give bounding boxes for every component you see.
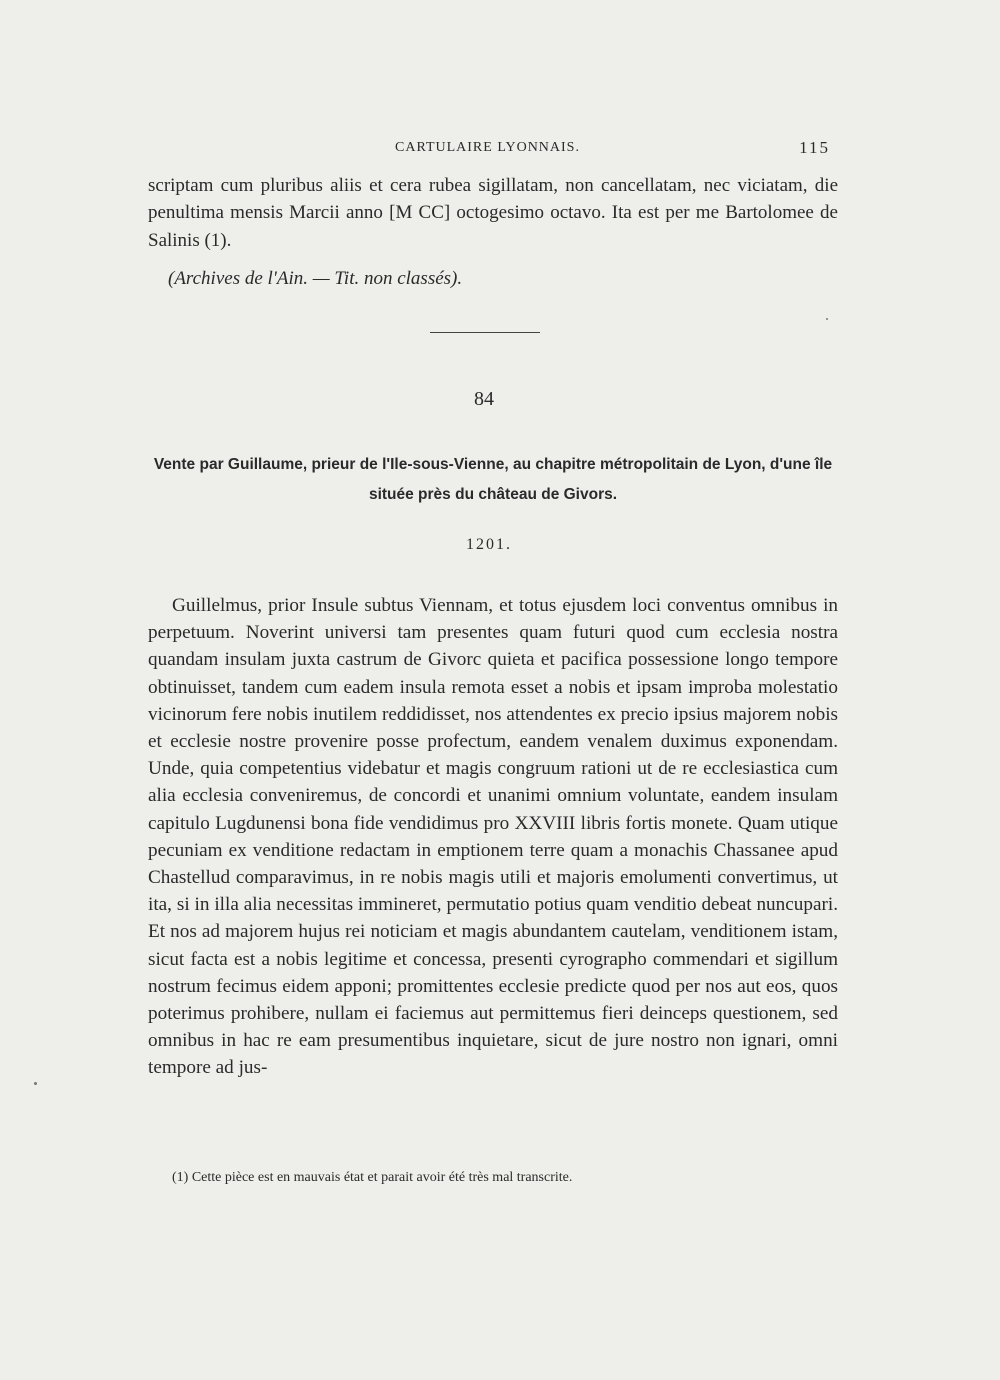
footnote: (1) Cette pièce est en mauvais état et parait avoir été très mal transcrite. [172,1170,573,1185]
document-number: 84 [474,388,494,410]
document-body-paragraph: Guillelmus, prior Insule subtus Viennam, et totus ejusdem loci conventus omnibus in perpetuum. Noverint universi tam presentes quam futuri quod cum ecclesia nostra quandam insulam juxta castrum de Givorc quieta et pacifica possessione longo tempore obtinuisset, tandem cum eadem insula remota esset a nobis et ipsam improba molestatio vicinorum fere nobis inutilem reddidisset, nos attendentes ex precio ipsius majorem nobis et ecclesie nostre provenire posse profectum, eandem venalem duximus exponendam. Unde, quia competentius videbatur et magis congruum rationi ut de re ecclesiastica cum alia ecclesia conveniremus, de concordi et unanimi omnium voluntate, eandem insulam capitulo Lugdunensi bona fide vendidimus pro XXVIII libris fortis monete. Quam utique pecuniam ex venditione redactam in emptionem terre quam a monachis Chassanee apud Chastellud comparavimus, in re nobis magis utili et majoris emolumenti convertimus, ut ita, si in illa alia necessitas immineret, permutatio potius quam venditio debeat nuncupari. Et nos ad majorem hujus rei noticiam et magis abundantem cautelam, venditionem istam, sicut facta est a nobis legitime et concessa, presenti cyrographo commendari et sigillum nostrum fecimus eidem apponi; promittentes ecclesie predicte quod per nos aut eos, quos poterimus prohibere, nullam ei faciemus aut permittemus fieri deinceps questionem, sed omnibus in hac re eam presumentibus inquietare, sicut de jure nostro non ignari, omni tempore ad jus- [148,595,838,1079]
previous-document-paragraph: scriptam cum pluribus aliis et cera rubea sigillatam, non cancellatam, nec viciatam, die penultima mensis Marcii anno [M CC] octogesimo octavo. Ita est per me Bartolomee de Salinis (1). [148,175,838,251]
paper-speck [826,318,828,320]
running-title: CARTULAIRE LYONNAIS. [395,140,580,155]
running-head [150,140,830,162]
previous-document-text [148,172,838,254]
document-body [148,592,838,1082]
document-title: Vente par Guillaume, prieur de l'Ile-sous-Vienne, au chapitre métropolitain de Lyon, d'une île située près du château de Givors. [153,456,833,503]
archive-source: (Archives de l'Ain. — Tit. non classés). [168,268,463,289]
paper-speck [34,1082,37,1085]
section-divider [430,332,540,333]
page-number: 115 [799,138,830,157]
document-date: 1201. [466,536,512,553]
